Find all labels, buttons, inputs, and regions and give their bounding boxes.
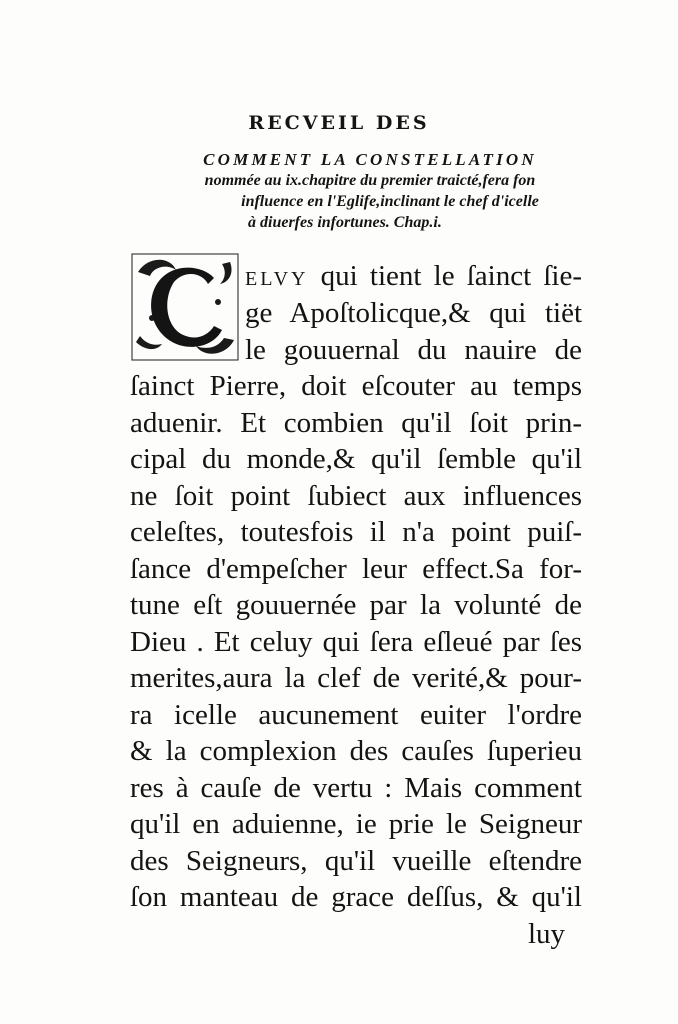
text-line-17: des Seigneurs, qu'il vueille eſtendre [130, 845, 582, 877]
text-line-4: ſainct Pierre, doit eſcouter au temps [130, 370, 582, 402]
text-line-9: ſance d'empeſcher leur effect.Sa for- [130, 553, 582, 585]
text-line-15: res à cauſe de vertu : Mais comment [130, 772, 582, 804]
text-line-13: ra icelle aucunement euiter l'ordre [130, 699, 582, 731]
text-line-8: celeſtes, toutesfois il n'a point puiſ- [130, 516, 582, 548]
chapter-title-line-2: nommée au ix.chapitre du premier traicté,fera fon [204, 172, 536, 189]
running-head: RECVEIL DES [248, 112, 430, 134]
text-line-6: cipal du monde,& qu'il ſemble qu'il [130, 443, 582, 475]
text-line-1: ELVY qui tient le ſainct ſie- [245, 260, 582, 292]
text-line-2: ge Apoſtolicque,& qui tiët [245, 297, 582, 329]
chapter-title-line-4: à diuerfes infortunes. Chap.i. [248, 214, 442, 231]
text-line-5: aduenir. Et combien qu'il ſoit prin- [130, 407, 582, 439]
text-line-16: qu'il en aduienne, ie prie le Seigneur [130, 808, 582, 840]
chapter-title-line-1: COMMENT LA CONSTELLATION [203, 150, 537, 169]
text-line-12: merites,aura la clef de verité,& pour- [130, 662, 582, 694]
text-line-18: ſon manteau de grace deſſus, & qu'il [130, 881, 582, 913]
chapter-title [140, 150, 600, 233]
smallcaps-opening: ELVY [245, 268, 309, 290]
text-line-10: tune eſt gouuernée par la volunté de [130, 589, 582, 621]
chapter-title-line-3: influence en l'Eglife,inclinant le chef d'icelle [241, 193, 539, 210]
text-line-3: le gouuernal du nauire de [245, 334, 582, 366]
catchword: luy [528, 918, 566, 950]
text-line-7: ne ſoit point ſubiect aux influences [130, 480, 582, 512]
text-line-14: & la complexion des cauſes ſuperieu [130, 735, 582, 767]
text-line-11: Dieu . Et celuy qui ſera eſleué par ſes [130, 626, 582, 658]
ornamental-initial-c-icon [130, 252, 240, 362]
